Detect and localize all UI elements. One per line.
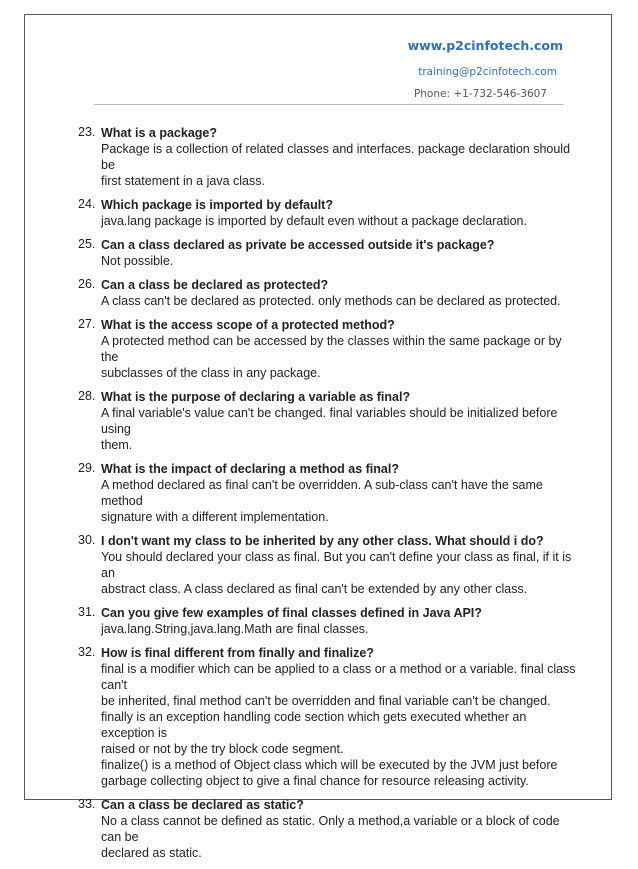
answer-line: A class can't be declared as protected. only methods can be declared as protected. (101, 294, 561, 308)
answer-line: java.lang.String,java.lang.Math are final classes. (101, 622, 369, 636)
question-number: 24. (78, 197, 96, 211)
answer-line: first statement in a java class. (101, 174, 265, 188)
question-text: What is the impact of declaring a method as final? (101, 462, 399, 476)
question-text: What is a package? (101, 126, 218, 140)
header-divider (94, 104, 564, 105)
qa-item (78, 125, 578, 189)
question-text: Which package is imported by default? (101, 198, 333, 212)
question-text: I don't want my class to be inherited by any other class. What should i do? (101, 534, 544, 548)
answer-line: subclasses of the class in any package. (101, 366, 321, 380)
email-link[interactable]: training@p2cinfotech.com (418, 66, 557, 78)
phone-number: Phone: +1-732-546-3607 (413, 88, 547, 100)
qa-item (78, 645, 578, 789)
answer-line: A final variable's value can't be changed. final variables should be initialized before using (101, 406, 558, 436)
qa-item (78, 605, 578, 637)
qa-list (78, 125, 578, 869)
answer-line: signature with a different implementation. (101, 510, 329, 524)
question-number: 33. (78, 797, 96, 811)
question-number: 30. (78, 533, 96, 547)
question-number: 32. (78, 645, 96, 659)
question-text: How is final different from finally and finalize? (101, 646, 374, 660)
qa-item (78, 389, 578, 453)
question-number: 27. (78, 317, 96, 331)
answer-line: finally is an exception handling code section which gets executed whether an exception is (101, 710, 527, 740)
answer-line: No a class cannot be defined as static. Only a method,a variable or a block of code can be (101, 814, 560, 844)
answer-line: them. (101, 438, 133, 452)
question-number: 23. (78, 125, 96, 139)
qa-item (78, 797, 578, 861)
question-number: 29. (78, 461, 96, 475)
qa-item (78, 533, 578, 597)
question-text: Can a class be declared as static? (101, 798, 304, 812)
answer-line: Not possible. (101, 254, 174, 268)
answer-line: garbage collecting object to give a final chance for resource releasing activity. (101, 774, 529, 788)
question-text: Can a class declared as private be accessed outside it's package? (101, 238, 495, 252)
answer-line: A protected method can be accessed by the classes within the same package or by the (101, 334, 562, 364)
answer-line: java.lang package is imported by default even without a package declaration. (101, 214, 527, 228)
answer-line: You should declared your class as final. But you can't define your class as final, if it is an (101, 550, 572, 580)
qa-item (78, 317, 578, 381)
answer-line: finalize() is a method of Object class which will be executed by the JVM just before (101, 758, 558, 772)
qa-item (78, 197, 578, 229)
answer-line: final is a modifier which can be applied to a class or a method or a variable. final class can't (101, 662, 576, 692)
question-number: 31. (78, 605, 96, 619)
question-number: 25. (78, 237, 96, 251)
answer-line: abstract class. A class declared as final can't be extended by any other class. (101, 582, 528, 596)
qa-item (78, 461, 578, 525)
answer-line: raised or not by the try block code segment. (101, 742, 344, 756)
answer-line: declared as static. (101, 846, 202, 860)
qa-item (78, 277, 578, 309)
question-text: Can a class be declared as protected? (101, 278, 329, 292)
question-text: Can you give few examples of final classes defined in Java API? (101, 606, 482, 620)
answer-line: A method declared as final can't be overridden. A sub-class can't have the same method (101, 478, 543, 508)
qa-item (78, 237, 578, 269)
site-url[interactable]: www.p2cinfotech.com (407, 38, 563, 53)
question-text: What is the access scope of a protected method? (101, 318, 395, 332)
question-number: 28. (78, 389, 96, 403)
answer-line: Package is a collection of related classes and interfaces. package declaration should be (101, 142, 571, 172)
answer-line: be inherited, final method can't be overridden and final variable can't be changed. (101, 694, 551, 708)
question-number: 26. (78, 277, 96, 291)
question-text: What is the purpose of declaring a variable as final? (101, 390, 411, 404)
